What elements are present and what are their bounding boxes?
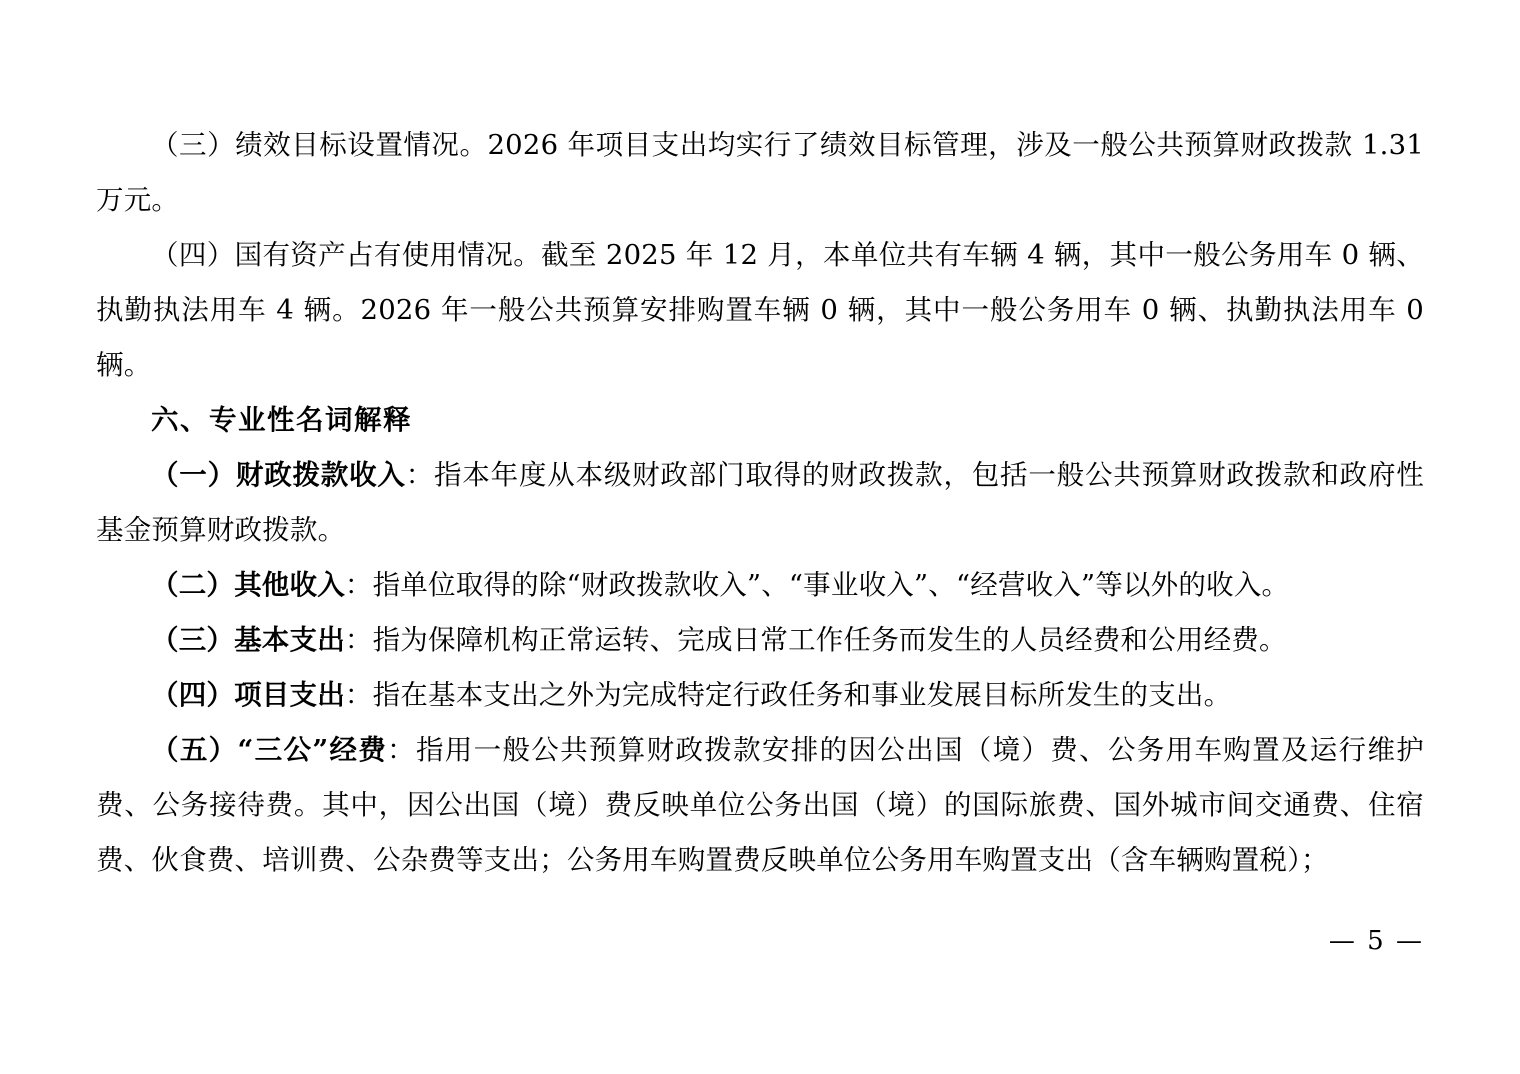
heading-section-six: 六、专业性名词解释 — [151, 404, 412, 436]
document-body — [96, 118, 1424, 888]
term-fiscal-appropriation-income — [96, 448, 1424, 558]
term-three-public-funds — [96, 723, 1424, 888]
paragraph-performance-goal: （三）绩效目标设置情况。2026 年项目支出均实行了绩效目标管理，涉及一般公共预算财政拨款 1.31 万元。 — [96, 129, 1424, 216]
term-text-three-public-funds: ：指用一般公共预算财政拨款安排的因公出国（境）费、公务用车购置及运行维护费、公务接待费。其中，因公出国（境）费反映单位公务出国（境）的国际旅费、国外城市间交通费、住宿费、伙食费、培训费、公杂费等支出；公务用车购置费反映单位公务用车购置支出（含车辆购置税）； — [96, 734, 1424, 876]
term-text-fiscal-appropriation-income: ：指本年度从本级财政部门取得的财政拨款，包括一般公共预算财政拨款和政府性基金预算财政拨款。 — [96, 459, 1424, 546]
term-label-three-public-funds: （五）“三公”经费 — [151, 734, 388, 766]
term-label-project-expenditure: （四）项目支出 — [151, 679, 345, 711]
paragraph-state-assets: （四）国有资产占有使用情况。截至 2025 年 12 月，本单位共有车辆 4 辆，其中一般公务用车 0 辆、执勤执法用车 4 辆。2026 年一般公共预算安排购置车辆 0 辆，其中一般公务用车 0 辆、执勤执法用车 0 辆。 — [96, 239, 1424, 381]
term-label-basic-expenditure: （三）基本支出 — [151, 624, 345, 656]
term-text-basic-expenditure: ：指为保障机构正常运转、完成日常工作任务而发生的人员经费和公用经费。 — [344, 624, 1287, 656]
term-text-project-expenditure: ：指在基本支出之外为完成特定行政任务和事业发展目标所发生的支出。 — [344, 679, 1232, 711]
term-label-fiscal-appropriation-income: （一）财政拨款收入 — [151, 459, 406, 491]
term-project-expenditure — [96, 668, 1424, 723]
term-basic-expenditure — [96, 613, 1424, 668]
term-text-other-income: ：指单位取得的除“财政拨款收入”、“事业收入”、“经营收入”等以外的收入。 — [344, 569, 1290, 601]
term-other-income — [96, 558, 1424, 613]
term-label-other-income: （二）其他收入 — [151, 569, 345, 601]
page-number: — 5 — — [1328, 926, 1424, 956]
